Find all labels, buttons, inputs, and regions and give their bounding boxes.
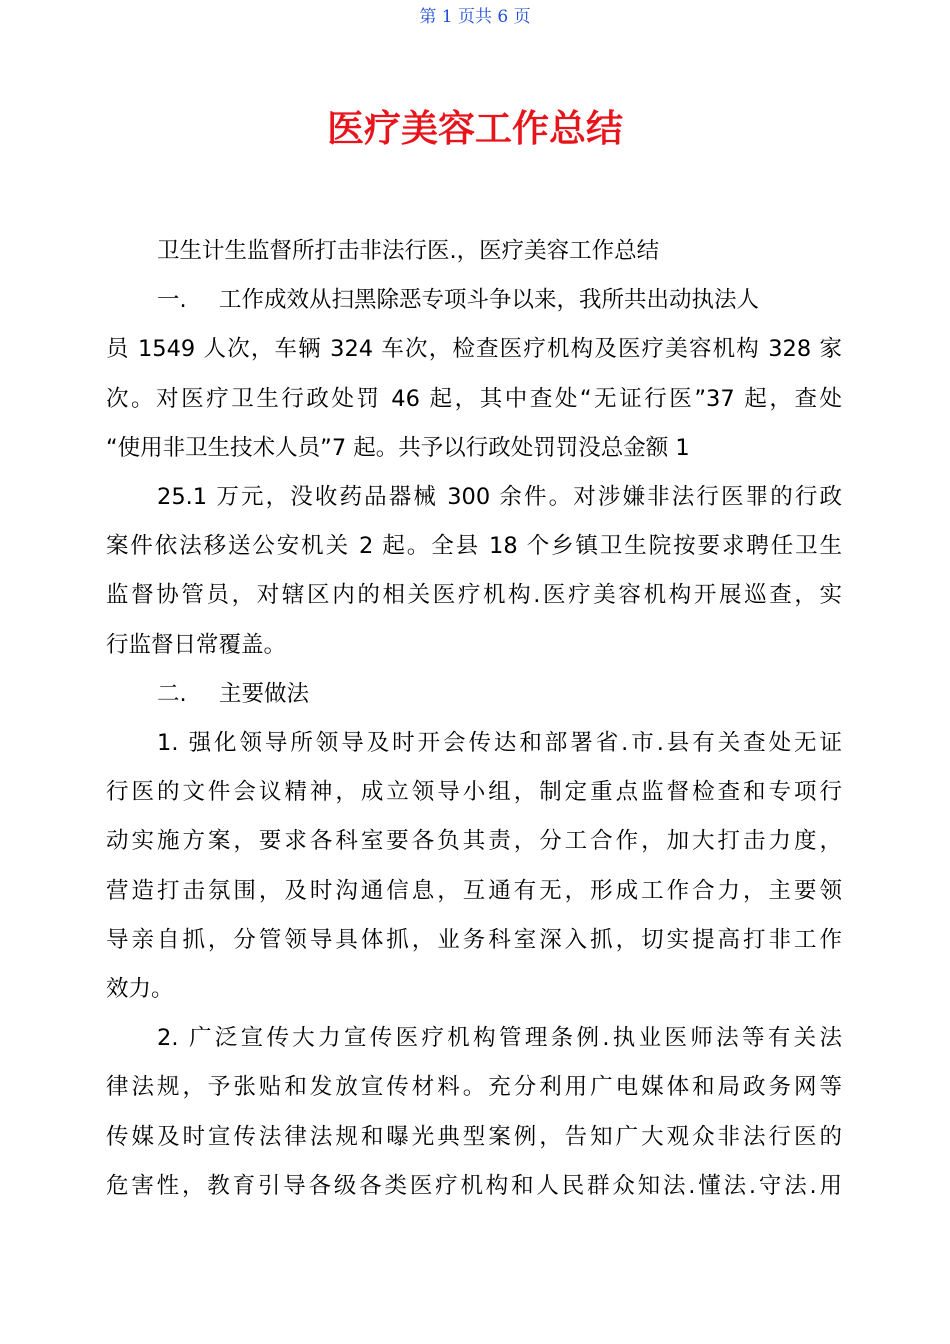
- paragraph-line: 行医的文件会议精神，成立领导小组，制定重点监督检查和专项行: [106, 779, 842, 806]
- section-heading-1-text: 工作成效从扫黑除恶专项斗争以来，我所共出动执法人: [219, 287, 760, 314]
- paragraph-line: 效力。: [106, 976, 174, 1003]
- paragraph-line: 案件依法移送公安机关 2 起。全县 18 个乡镇卫生院按要求聘任卫生: [106, 533, 842, 560]
- paragraph-line: 1. 强化领导所领导及时开会传达和部署省.市.县有关查处无证: [157, 730, 842, 757]
- paragraph-line: 次。对医疗卫生行政处罚 46 起，其中查处“无证行医”37 起，查处: [106, 385, 842, 412]
- paragraph-line: 营造打击氛围，及时沟通信息，互通有无，形成工作合力，主要领: [106, 877, 842, 904]
- section-heading-2: [106, 670, 842, 719]
- paragraph-line: 动实施方案，要求各科室要各负其责，分工合作，加大打击力度，: [106, 828, 842, 855]
- paragraph-line: 监督协管员，对辖区内的相关医疗机构.医疗美容机构开展巡查，实: [106, 582, 842, 609]
- section-heading-1: [106, 276, 842, 325]
- section-number-2: 二.: [157, 680, 187, 707]
- paragraph-line: 传媒及时宣传法律法规和曝光典型案例，告知广大观众非法行医的: [106, 1123, 842, 1150]
- document-body: [106, 227, 842, 1211]
- paragraph-line: 行监督日常覆盖。: [106, 631, 287, 658]
- paragraph-line: 危害性，教育引导各级各类医疗机构和人民群众知法.懂法.守法.用: [106, 1172, 842, 1199]
- paragraph-line: 25.1 万元，没收药品器械 300 余件。对涉嫌非法行医罪的行政: [157, 484, 842, 511]
- paragraph-line: 员 1549 人次，车辆 324 车次，检查医疗机构及医疗美容机构 328 家: [106, 336, 842, 363]
- page-indicator: 第 1 页共 6 页: [419, 7, 531, 27]
- paragraph-line: 2. 广泛宣传大力宣传医疗机构管理条例.执业医师法等有关法: [157, 1025, 842, 1052]
- section-heading-2-text: 主要做法: [219, 680, 310, 707]
- paragraph-line: 律法规，予张贴和发放宣传材料。充分利用广电媒体和局政务网等: [106, 1074, 842, 1101]
- section-number-1: 一.: [157, 287, 187, 314]
- intro-line: 卫生计生监督所打击非法行医.，医疗美容工作总结: [157, 238, 660, 264]
- document-title: 医疗美容工作总结: [327, 107, 623, 150]
- paragraph-line: “使用非卫生技术人员”7 起。共予以行政处罚罚没总金额 1: [106, 434, 690, 461]
- paragraph-line: 导亲自抓，分管领导具体抓，业务科室深入抓，切实提高打非工作: [106, 926, 842, 953]
